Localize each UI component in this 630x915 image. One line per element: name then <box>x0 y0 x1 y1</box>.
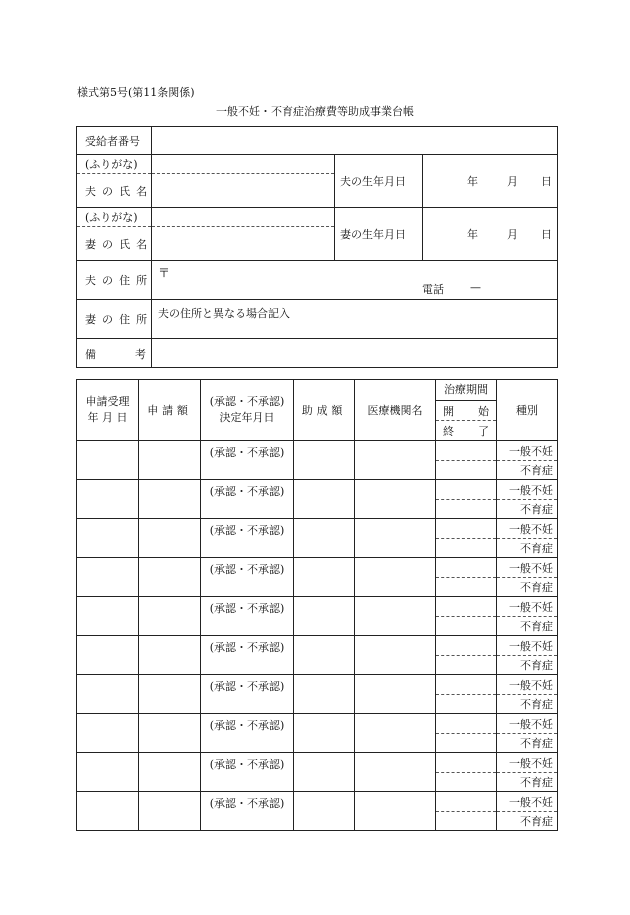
cell-decision[interactable] <box>201 558 294 597</box>
cell-application-date[interactable] <box>77 480 139 519</box>
cell-type-recurrent[interactable] <box>497 539 558 558</box>
ledger-row <box>77 753 558 773</box>
type-recurrent-text: 不育症 <box>520 815 553 828</box>
header-end-2: 了 <box>478 424 489 438</box>
cell-period-start[interactable] <box>436 441 497 461</box>
cell-type-recurrent[interactable] <box>497 695 558 714</box>
header-decision-1: (承認・不承認) <box>209 395 285 408</box>
cell-period-end[interactable] <box>436 539 497 558</box>
header-start-2: 始 <box>478 404 489 418</box>
remarks-field[interactable] <box>152 339 558 368</box>
header-amount: 申請額 <box>139 380 201 441</box>
type-recurrent-text: 不育症 <box>520 464 553 477</box>
cell-application-date[interactable] <box>77 636 139 675</box>
type-recurrent-text: 不育症 <box>520 542 553 555</box>
cell-type-recurrent[interactable] <box>497 578 558 597</box>
cell-period-start[interactable] <box>436 753 497 773</box>
header-period-end <box>436 421 496 440</box>
wife-birth-month: 月 <box>507 228 518 241</box>
type-recurrent-text: 不育症 <box>520 659 553 672</box>
ledger-row <box>77 519 558 539</box>
husband-furigana-label: (ふりがな) <box>77 155 152 174</box>
cell-type-recurrent[interactable] <box>497 734 558 753</box>
ledger-row <box>77 675 558 695</box>
husband-birth-year: 年 <box>467 175 478 188</box>
cell-period-start[interactable] <box>436 480 497 500</box>
decision-text: (承認・不承認) <box>209 446 285 459</box>
ledger-row <box>77 714 558 734</box>
cell-decision[interactable] <box>201 597 294 636</box>
cell-application-date[interactable] <box>77 519 139 558</box>
husband-birth-month: 月 <box>507 175 518 188</box>
cell-decision[interactable] <box>201 714 294 753</box>
decision-text: (承認・不承認) <box>209 719 285 732</box>
cell-application-date[interactable] <box>77 753 139 792</box>
wife-name-field[interactable] <box>152 227 335 261</box>
header-period-label: 治療期間 <box>444 383 488 396</box>
applicant-info-table <box>76 126 558 368</box>
cell-grant[interactable] <box>294 558 355 597</box>
header-end-1: 終 <box>443 424 454 438</box>
cell-institution[interactable] <box>355 714 436 753</box>
phone-dash: — <box>470 281 481 294</box>
type-recurrent-text: 不育症 <box>520 620 553 633</box>
wife-address-note: 夫の住所と異なる場合記入 <box>158 307 290 320</box>
header-application-date-1: 申請受理 <box>85 395 130 408</box>
decision-text: (承認・不承認) <box>209 797 285 810</box>
header-period <box>436 380 497 441</box>
recipient-number-field[interactable] <box>152 127 558 155</box>
cell-period-start[interactable] <box>436 558 497 578</box>
cell-decision[interactable] <box>201 636 294 675</box>
decision-text: (承認・不承認) <box>209 524 285 537</box>
decision-text: (承認・不承認) <box>209 485 285 498</box>
postal-mark: 〒 <box>158 266 171 280</box>
ledger-row <box>77 636 558 656</box>
husband-birth-label: 夫の生年月日 <box>335 155 423 208</box>
husband-birth-field[interactable] <box>423 155 558 208</box>
ledger-table <box>76 379 558 831</box>
remarks-label-2: 考 <box>135 348 146 361</box>
husband-birth-day: 日 <box>541 175 552 188</box>
cell-type-general[interactable] <box>497 753 558 773</box>
wife-birth-year: 年 <box>467 228 478 241</box>
cell-grant[interactable] <box>294 753 355 792</box>
ledger-row <box>77 558 558 578</box>
cell-institution[interactable] <box>355 597 436 636</box>
cell-grant[interactable] <box>294 480 355 519</box>
remarks-label <box>77 339 152 368</box>
cell-period-end[interactable] <box>436 500 497 519</box>
cell-application-date[interactable] <box>77 441 139 480</box>
cell-grant[interactable] <box>294 714 355 753</box>
ledger-row <box>77 480 558 500</box>
cell-period-start[interactable] <box>436 597 497 617</box>
cell-amount[interactable] <box>139 519 201 558</box>
husband-address-field[interactable] <box>152 261 558 300</box>
cell-period-start[interactable] <box>436 519 497 539</box>
cell-institution[interactable] <box>355 480 436 519</box>
cell-decision[interactable] <box>201 480 294 519</box>
cell-application-date[interactable] <box>77 714 139 753</box>
cell-application-date[interactable] <box>77 597 139 636</box>
decision-text: (承認・不承認) <box>209 641 285 654</box>
cell-type-general[interactable] <box>497 714 558 734</box>
cell-type-general[interactable] <box>497 558 558 578</box>
cell-period-end[interactable] <box>436 734 497 753</box>
type-general-text: 一般不妊 <box>509 483 553 497</box>
cell-institution[interactable] <box>355 792 436 831</box>
type-general-text: 一般不妊 <box>509 444 553 458</box>
type-general-text: 一般不妊 <box>509 639 553 653</box>
cell-amount[interactable] <box>139 480 201 519</box>
cell-type-recurrent[interactable] <box>497 617 558 636</box>
form-title: 一般不妊・不育症治療費等助成事業台帳 <box>216 105 414 118</box>
cell-type-recurrent[interactable] <box>497 461 558 480</box>
ledger-row <box>77 792 558 812</box>
cell-period-end[interactable] <box>436 656 497 675</box>
cell-amount[interactable] <box>139 441 201 480</box>
cell-type-general[interactable] <box>497 636 558 656</box>
cell-period-end[interactable] <box>436 812 497 831</box>
cell-grant[interactable] <box>294 519 355 558</box>
cell-amount[interactable] <box>139 597 201 636</box>
decision-text: (承認・不承認) <box>209 758 285 771</box>
recipient-number-label: 受給者番号 <box>77 127 152 155</box>
cell-type-general[interactable] <box>497 597 558 617</box>
type-general-text: 一般不妊 <box>509 678 553 692</box>
cell-decision[interactable] <box>201 792 294 831</box>
cell-amount[interactable] <box>139 753 201 792</box>
cell-grant[interactable] <box>294 597 355 636</box>
cell-grant[interactable] <box>294 792 355 831</box>
phone-label: 電話 <box>422 283 444 296</box>
cell-period-end[interactable] <box>436 695 497 714</box>
type-general-text: 一般不妊 <box>509 561 553 575</box>
ledger-row <box>77 441 558 461</box>
husband-name-label: 夫の氏名 <box>77 174 152 208</box>
cell-type-general[interactable] <box>497 519 558 539</box>
type-general-text: 一般不妊 <box>509 756 553 770</box>
cell-institution[interactable] <box>355 441 436 480</box>
type-recurrent-text: 不育症 <box>520 503 553 516</box>
header-start-1: 開 <box>443 404 454 418</box>
cell-type-recurrent[interactable] <box>497 656 558 675</box>
decision-text: (承認・不承認) <box>209 602 285 615</box>
remarks-label-1: 備 <box>85 348 96 361</box>
cell-grant[interactable] <box>294 675 355 714</box>
cell-period-end[interactable] <box>436 578 497 597</box>
header-application-date <box>77 380 139 441</box>
header-decision-2: 決定年月日 <box>219 411 275 424</box>
wife-address-label: 妻の住所 <box>77 300 152 339</box>
wife-birth-field[interactable] <box>423 208 558 261</box>
ledger-body <box>77 441 558 831</box>
husband-furigana-field[interactable] <box>152 155 335 174</box>
cell-amount[interactable] <box>139 636 201 675</box>
header-period-start <box>436 400 496 421</box>
cell-period-start[interactable] <box>436 714 497 734</box>
type-general-text: 一般不妊 <box>509 522 553 536</box>
cell-amount[interactable] <box>139 792 201 831</box>
cell-period-start[interactable] <box>436 636 497 656</box>
type-recurrent-text: 不育症 <box>520 776 553 789</box>
cell-period-end[interactable] <box>436 461 497 480</box>
cell-amount[interactable] <box>139 558 201 597</box>
cell-decision[interactable] <box>201 753 294 792</box>
cell-institution[interactable] <box>355 675 436 714</box>
header-decision <box>201 380 294 441</box>
wife-furigana-label: (ふりがな) <box>77 208 152 227</box>
cell-decision[interactable] <box>201 441 294 480</box>
decision-text: (承認・不承認) <box>209 680 285 693</box>
cell-period-end[interactable] <box>436 617 497 636</box>
type-general-text: 一般不妊 <box>509 600 553 614</box>
cell-period-start[interactable] <box>436 792 497 812</box>
form-number: 様式第5号(第11条関係) <box>77 86 195 99</box>
type-recurrent-text: 不育症 <box>520 698 553 711</box>
cell-type-general[interactable] <box>497 441 558 461</box>
wife-birth-day: 日 <box>541 228 552 241</box>
type-general-text: 一般不妊 <box>509 795 553 809</box>
cell-application-date[interactable] <box>77 558 139 597</box>
cell-type-recurrent[interactable] <box>497 812 558 831</box>
cell-institution[interactable] <box>355 753 436 792</box>
header-application-date-2: 年 月 日 <box>87 411 128 424</box>
header-grant: 助成額 <box>294 380 355 441</box>
cell-period-end[interactable] <box>436 773 497 792</box>
wife-birth-label: 妻の生年月日 <box>335 208 423 261</box>
wife-furigana-field[interactable] <box>152 208 335 227</box>
decision-text: (承認・不承認) <box>209 563 285 576</box>
type-general-text: 一般不妊 <box>509 717 553 731</box>
wife-address-field[interactable] <box>152 300 558 339</box>
cell-type-general[interactable] <box>497 480 558 500</box>
header-institution: 医療機関名 <box>355 380 436 441</box>
husband-name-field[interactable] <box>152 174 335 208</box>
cell-grant[interactable] <box>294 441 355 480</box>
cell-application-date[interactable] <box>77 675 139 714</box>
cell-decision[interactable] <box>201 519 294 558</box>
type-recurrent-text: 不育症 <box>520 581 553 594</box>
cell-amount[interactable] <box>139 675 201 714</box>
cell-institution[interactable] <box>355 636 436 675</box>
wife-name-label: 妻の氏名 <box>77 227 152 261</box>
cell-type-general[interactable] <box>497 792 558 812</box>
cell-institution[interactable] <box>355 558 436 597</box>
cell-institution[interactable] <box>355 519 436 558</box>
cell-type-general[interactable] <box>497 675 558 695</box>
cell-amount[interactable] <box>139 714 201 753</box>
cell-period-start[interactable] <box>436 675 497 695</box>
cell-type-recurrent[interactable] <box>497 773 558 792</box>
cell-grant[interactable] <box>294 636 355 675</box>
cell-decision[interactable] <box>201 675 294 714</box>
ledger-row <box>77 597 558 617</box>
husband-address-label: 夫の住所 <box>77 261 152 300</box>
cell-type-recurrent[interactable] <box>497 500 558 519</box>
header-type: 種別 <box>497 380 558 441</box>
cell-application-date[interactable] <box>77 792 139 831</box>
type-recurrent-text: 不育症 <box>520 737 553 750</box>
